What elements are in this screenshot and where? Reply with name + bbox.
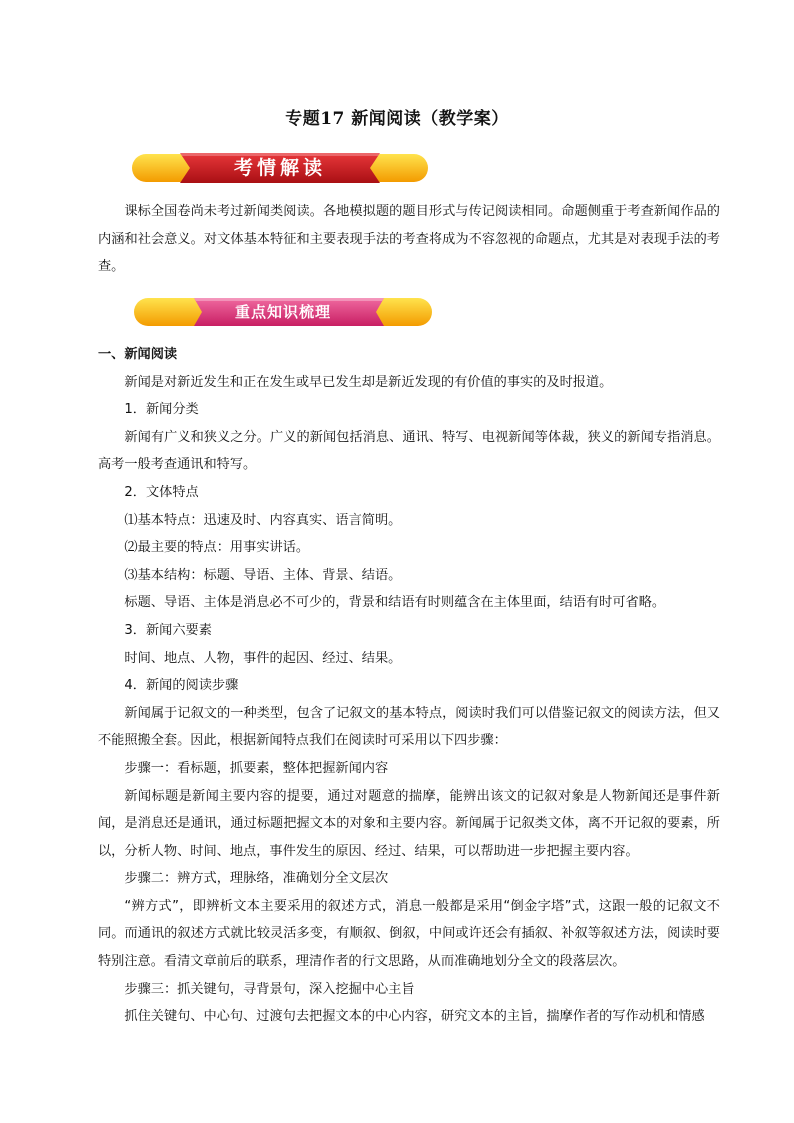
feature-structure: ⑶基本结构：标题、导语、主体、背景、结语。	[124, 567, 402, 583]
paragraph-six-elements: 时间、地点、人物，事件的起因、经过、结果。	[124, 650, 402, 666]
step-three-title: 步骤三：抓关键句，寻背景句，深入挖掘中心主旨	[124, 981, 415, 997]
paragraph-reading-steps: 新闻属于记叙文的一种类型，包含了记叙文的基本特点，阅读时我们可以借鉴记叙文的阅读方法，但又不能照搬全套。因此，根据新闻特点我们在阅读时可采用以下四步骤：	[98, 705, 720, 749]
exam-analysis-banner	[132, 151, 428, 185]
subheading-reading-steps: 4．新闻的阅读步骤	[124, 678, 239, 694]
step-two-paragraph: “辨方式”，即辨析文本主要采用的叙述方式，消息一般都是采用“倒金字塔”式，这跟一般的记叙文不同。而通讯的叙述方式就比较灵活多变，有顺叙、倒叙，中间或许还会有插叙、补叙等叙述方法，阅读时要特别注意。看清文章前后的联系，理清作者的行文思路，从而准确地划分全文的段落层次。	[98, 898, 720, 970]
feature-basic: ⑴基本特点：迅速及时、内容真实、语言简明。	[124, 512, 402, 528]
subheading-features: 2．文体特点	[124, 484, 199, 500]
paragraph-classification: 新闻有广义和狭义之分。广义的新闻包括消息、通讯、特写、电视新闻等体裁，狭义的新闻专指消息。高考一般考查通讯和特写。	[98, 429, 720, 473]
step-one-title: 步骤一：看标题，抓要素，整体把握新闻内容	[124, 760, 389, 776]
key-knowledge-banner	[134, 295, 432, 329]
section-heading: 一、新闻阅读	[98, 347, 178, 362]
banner-label: 考情解读	[233, 157, 326, 179]
subheading-six-elements: 3．新闻六要素	[124, 622, 212, 638]
paragraph-structure-note: 标题、导语、主体是消息必不可少的，背景和结语有时则蕴含在主体里面，结语有时可省略。	[124, 595, 666, 611]
subheading-classification: 1．新闻分类	[124, 402, 199, 418]
banner-label: 重点知识梳理	[234, 303, 331, 321]
step-one-paragraph: 新闻标题是新闻主要内容的提要，通过对题意的揣摩，能辨出该文的记叙对象是人物新闻还是事件新闻，是消息还是通讯，通过标题把握文本的对象和主要内容。新闻属于记叙类文体，离不开记叙的要素，所以，分析人物、时间、地点，事件发生的原因、经过、结果，可以帮助进一步把握主要内容。	[98, 788, 720, 859]
intro-section	[98, 198, 720, 281]
document-title: 专题17 新闻阅读（教学案）	[285, 109, 509, 129]
feature-main: ⑵最主要的特点：用事实讲话。	[124, 540, 310, 556]
knowledge-section	[98, 341, 720, 1031]
paragraph-definition: 新闻是对新近发生和正在发生或早已发生却是新近发现的有价值的事实的及时报道。	[124, 374, 613, 390]
intro-paragraph: 课标全国卷尚未考过新闻类阅读。各地模拟题的题目形式与传记阅读相同。命题侧重于考查新闻作品的内涵和社会意义。对文体基本特征和主要表现手法的考查将成为不容忽视的命题点，尤其是对表现手法的考查。	[98, 204, 720, 275]
step-two-title: 步骤二：辨方式，理脉络，准确划分全文层次	[124, 871, 389, 887]
step-three-paragraph: 抓住关键句、中心句、过渡句去把握文本的中心内容，研究文本的主旨，揣摩作者的写作动机和情感	[124, 1009, 705, 1025]
